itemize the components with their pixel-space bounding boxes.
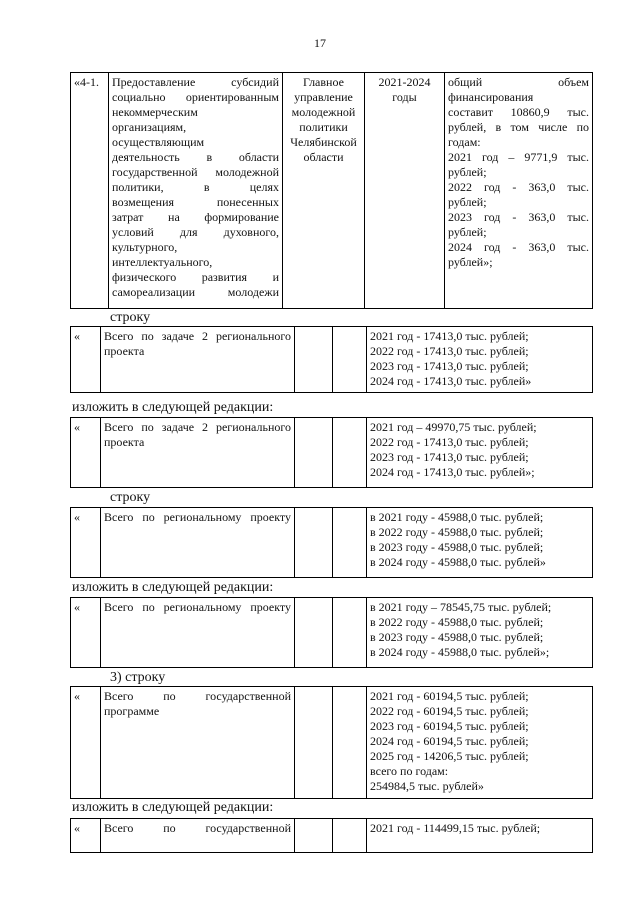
quote-mark: « xyxy=(71,687,101,799)
amounts xyxy=(367,327,593,393)
total-name-line: Всего по государственной xyxy=(104,821,291,835)
total-name-lines xyxy=(104,329,291,359)
total-name-lines xyxy=(104,689,291,719)
total-name-lines xyxy=(104,510,291,525)
amount-line: в 2021 году - 45988,0 тыс. рублей; xyxy=(370,510,544,524)
amount-line: 2022 год - 17413,0 тыс. рублей; xyxy=(370,435,529,449)
total-name-lines xyxy=(104,600,291,615)
empty-cell xyxy=(333,598,367,668)
amount-line: 254984,5 тыс. рублей» xyxy=(370,779,484,793)
measure-name-line: затрат на формирование xyxy=(112,210,279,224)
total-name-line: проекта xyxy=(104,435,145,449)
financing-line: финансирования xyxy=(448,90,534,104)
financing-line: составит 10860,9 тыс. xyxy=(448,105,589,119)
amount-line: в 2024 году - 45988,0 тыс. рублей»; xyxy=(370,645,550,659)
amount-lines xyxy=(370,329,589,389)
label-edit-3: изложить в следующей редакции: xyxy=(72,800,274,815)
measure-name-line: некоммерческим xyxy=(112,105,198,119)
row-4-1-table xyxy=(70,72,593,309)
row-number: «4-1. xyxy=(71,73,109,309)
total-name-line: проекта xyxy=(104,344,145,358)
measure-name-line: культурного, xyxy=(112,240,178,254)
total-name xyxy=(101,819,295,853)
measure-name-line: условий для духовного, xyxy=(112,225,279,239)
measure-name-line: организациям, xyxy=(112,120,187,134)
amount-line: 2024 год - 17413,0 тыс. рублей»; xyxy=(370,465,535,479)
amount-line: 2021 год – 49970,75 тыс. рублей; xyxy=(370,420,537,434)
empty-cell xyxy=(295,327,333,393)
empty-cell xyxy=(295,819,333,853)
financing-line: 2022 год - 363,0 тыс. xyxy=(448,180,589,194)
amount-lines xyxy=(370,420,589,480)
financing-line: общий объем xyxy=(448,75,589,89)
total-name xyxy=(101,598,295,668)
amount-line: всего по годам: xyxy=(370,764,449,778)
total-name xyxy=(101,418,295,488)
measure-name-line: Предоставление субсидий xyxy=(112,75,279,89)
amount-line: 2024 год - 60194,5 тыс. рублей; xyxy=(370,734,529,748)
new-task2-table xyxy=(70,417,593,488)
amount-lines xyxy=(370,689,589,794)
total-name-line: Всего по задаче 2 регионального xyxy=(104,420,291,434)
amount-line: 2021 год - 114499,15 тыс. рублей; xyxy=(370,821,541,835)
total-name-line: Всего по региональному проекту xyxy=(104,600,291,614)
amount-line: 2021 год - 17413,0 тыс. рублей; xyxy=(370,329,529,343)
label-edit-1: изложить в следующей редакции: xyxy=(72,400,274,415)
quote-mark: « xyxy=(71,508,101,578)
executor-line: молодежной xyxy=(291,105,356,119)
measure-name-line: деятельность в области xyxy=(112,150,279,164)
label-edit-2: изложить в следующей редакции: xyxy=(72,580,274,595)
total-name xyxy=(101,327,295,393)
empty-cell xyxy=(295,687,333,799)
empty-cell xyxy=(333,687,367,799)
amount-line: 2023 год - 17413,0 тыс. рублей; xyxy=(370,359,529,373)
amount-line: 2022 год - 17413,0 тыс. рублей; xyxy=(370,344,529,358)
amount-line: 2022 год - 60194,5 тыс. рублей; xyxy=(370,704,529,718)
total-name-lines xyxy=(104,420,291,450)
empty-cell xyxy=(333,508,367,578)
executor-line: управление xyxy=(294,90,353,104)
financing-line: 2021 год – 9771,9 тыс. xyxy=(448,150,589,164)
amount-line: в 2021 году – 78545,75 тыс. рублей; xyxy=(370,600,552,614)
amount-line: в 2022 году - 45988,0 тыс. рублей; xyxy=(370,525,544,539)
period-lines xyxy=(368,75,441,105)
quote-mark: « xyxy=(71,819,101,853)
measure-name-line: государственной молодежной xyxy=(112,165,279,179)
empty-cell xyxy=(295,418,333,488)
amount-lines xyxy=(370,821,589,836)
total-name-line: Всего по региональному проекту xyxy=(104,510,291,524)
page-number: 17 xyxy=(314,36,326,50)
total-name-line: программе xyxy=(104,704,160,718)
new-regional-project-table xyxy=(70,597,593,668)
financing-line: рублей, в том числе по xyxy=(448,120,589,134)
financing-line: 2024 год - 363,0 тыс. xyxy=(448,240,589,254)
measure-name-line: осуществляющим xyxy=(112,135,205,149)
financing-line: годам: xyxy=(448,135,481,149)
amounts xyxy=(367,418,593,488)
label-stroku-1: строку xyxy=(110,310,151,325)
total-name xyxy=(101,508,295,578)
amount-lines xyxy=(370,600,589,660)
measure-name-line: физического развития и xyxy=(112,270,279,284)
quote-mark: « xyxy=(71,418,101,488)
quote-mark: « xyxy=(71,598,101,668)
empty-cell xyxy=(333,819,367,853)
amount-lines xyxy=(370,510,589,570)
amount-line: в 2023 году - 45988,0 тыс. рублей; xyxy=(370,540,544,554)
amount-line: в 2023 году - 45988,0 тыс. рублей; xyxy=(370,630,544,644)
amount-line: в 2022 году - 45988,0 тыс. рублей; xyxy=(370,615,544,629)
total-name-line: Всего по государственной xyxy=(104,689,291,703)
label-stroku-2: строку xyxy=(110,490,151,505)
amount-line: 2024 год - 17413,0 тыс. рублей» xyxy=(370,374,532,388)
measure-name-line: самореализации молодежи xyxy=(112,285,279,299)
amount-line: 2023 год - 60194,5 тыс. рублей; xyxy=(370,719,529,733)
empty-cell xyxy=(333,327,367,393)
period-line: годы xyxy=(392,90,417,104)
label-stroku-3: 3) строку xyxy=(110,670,166,685)
measure-name-line: интеллектуального, xyxy=(112,255,213,269)
amounts xyxy=(367,598,593,668)
period xyxy=(365,73,445,309)
financing-line: рублей; xyxy=(448,165,487,179)
amount-line: в 2024 году - 45988,0 тыс. рублей» xyxy=(370,555,546,569)
measure-name-line: политики, в целях xyxy=(112,180,279,194)
measure-name-line: социально ориентированным xyxy=(112,90,279,104)
amounts xyxy=(367,687,593,799)
executor-line: Главное xyxy=(303,75,344,89)
empty-cell xyxy=(295,508,333,578)
amounts xyxy=(367,508,593,578)
amount-line: 2023 год - 17413,0 тыс. рублей; xyxy=(370,450,529,464)
executor-line: Челябинской xyxy=(290,135,357,149)
financing-line: рублей; xyxy=(448,195,487,209)
financing-line: рублей»; xyxy=(448,255,493,269)
old-task2-table xyxy=(70,326,593,393)
measure-name-line: возмещения понесенных xyxy=(112,195,279,209)
old-regional-project-table xyxy=(70,507,593,578)
measure-name xyxy=(109,73,283,309)
period-line: 2021-2024 xyxy=(378,75,431,89)
total-name-line: Всего по задаче 2 регионального xyxy=(104,329,291,343)
empty-cell xyxy=(295,598,333,668)
financing xyxy=(445,73,593,309)
total-name xyxy=(101,687,295,799)
amount-line: 2025 год - 14206,5 тыс. рублей; xyxy=(370,749,529,763)
executor xyxy=(283,73,365,309)
amount-line: 2021 год - 60194,5 тыс. рублей; xyxy=(370,689,529,703)
financing-line: рублей; xyxy=(448,225,487,239)
amounts xyxy=(367,819,593,853)
financing-lines xyxy=(448,75,589,270)
empty-cell xyxy=(333,418,367,488)
new-program-total-table xyxy=(70,818,593,853)
quote-mark: « xyxy=(71,327,101,393)
old-program-total-table xyxy=(70,686,593,799)
executor-line: области xyxy=(303,150,344,164)
executor-lines xyxy=(286,75,361,165)
total-name-lines xyxy=(104,821,291,836)
measure-name-lines xyxy=(112,75,279,300)
financing-line: 2023 год - 363,0 тыс. xyxy=(448,210,589,224)
executor-line: политики xyxy=(299,120,348,134)
